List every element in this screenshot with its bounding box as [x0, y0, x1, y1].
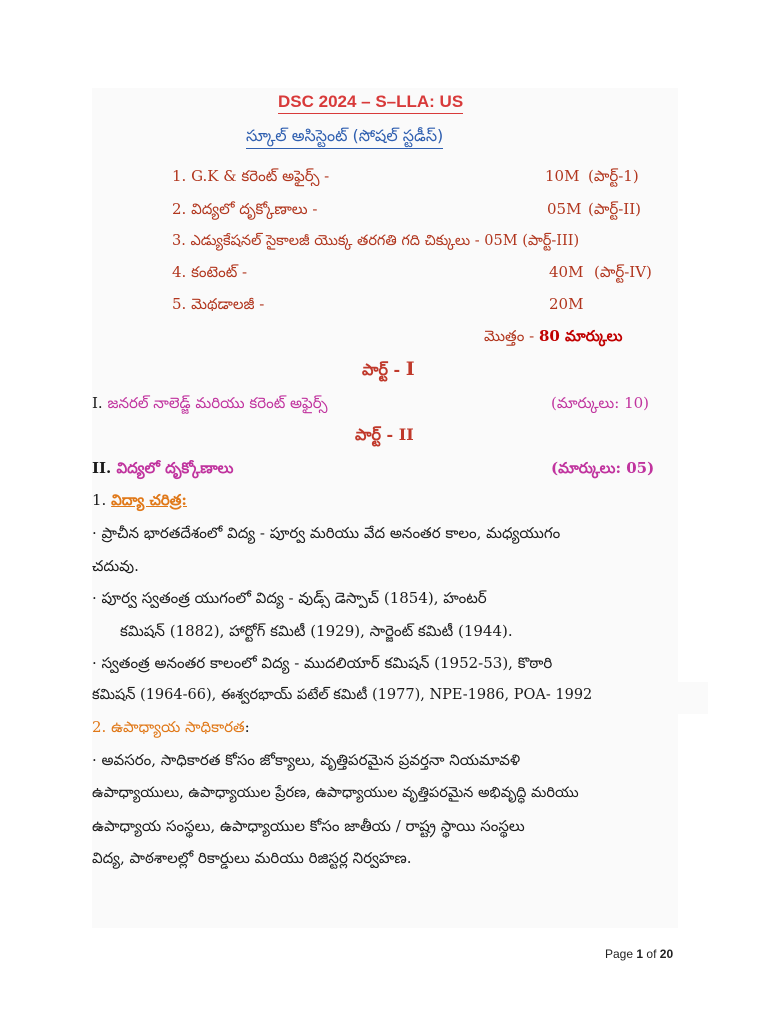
total-marks	[484, 326, 622, 346]
section-1-line: కమిషన్ (1882), హార్టోగ్ కమిటీ (1929), సార్జెంట్ కమిటీ (1944).	[120, 622, 513, 640]
part-1-heading-numeral: I	[405, 358, 415, 380]
total-label: మొత్తం -	[484, 327, 535, 345]
part-1-marks: (మార్కులు: 10)	[551, 394, 650, 412]
section-1-line: · పూర్వ స్వతంత్ర యుగంలో విద్య - వుడ్స్ డెస్పాచ్ (1854), హంటర్	[92, 589, 487, 607]
topic-1-marks: 10M	[545, 167, 580, 185]
part-2-heading: పార్ట్ - II	[355, 425, 414, 444]
section-2-title: 2. ఉపాధ్యాయ సాధికారత	[92, 718, 245, 736]
topic-1-part: (పార్ట్-1)	[588, 167, 639, 185]
part-1-title: జనరల్ నాలెడ్జ్ మరియు కరెంట్ అఫైర్స్	[107, 394, 328, 412]
section-1-line: · ప్రాచీన భారతదేశంలో విద్య - పూర్వ మరియు వేద అనంతర కాలం, మధ్యయుగం	[92, 524, 561, 542]
topic-2-marks: 05M	[547, 200, 582, 218]
topic-4-part: (పార్ట్-IV)	[594, 263, 652, 281]
section-2-line: · అవసరం, సాధికారత కోసం జోక్యాలు, వృత్తిపరమైన ప్రవర్తనా నియమావళి	[92, 751, 521, 769]
part-2-row	[92, 458, 234, 478]
topic-4-marks: 40M	[549, 263, 584, 281]
topic-5-marks: 20M	[549, 295, 584, 313]
section-2-line: ఉపాధ్యాయ సంస్థలు, ఉపాధ్యాయుల కోసం జాతీయ / రాష్ట్ర స్థాయి సంస్థలు	[92, 817, 525, 835]
part-2-roman: II.	[92, 459, 112, 477]
section-2-line: విద్య, పాఠశాలల్లో రికార్డులు మరియు రిజిస్టర్ల నిర్వహణ.	[92, 849, 412, 867]
section-1-line: · స్వతంత్ర అనంతర కాలంలో విద్య - ముదలియార్ కమిషన్ (1952-53), కొఠారి	[92, 654, 553, 672]
section-1-line: చదువు.	[92, 557, 139, 575]
topic-3-label: 3. ఎడ్యుకేషనల్ సైకాలజీ యొక్క తరగతి గది చిక్కులు - 05M (పార్ట్-III)	[172, 233, 580, 249]
part-2-title: విద్యలో దృక్కోణాలు	[116, 459, 234, 477]
topic-2-part: (పార్ట్-II)	[588, 200, 641, 218]
section-1-title: విద్యా చరిత్ర:	[111, 491, 187, 509]
topic-2-label: 2. విద్యలో దృక్కోణాలు -	[172, 200, 318, 218]
page-edge-strip	[678, 682, 708, 714]
section-2-line: ఉపాధ్యాయులు, ఉపాధ్యాయుల ప్రేరణ, ఉపాధ్యాయుల వృత్తిపరమైన అభివృద్ధి మరియు	[92, 785, 579, 801]
page-current: 1	[636, 947, 644, 961]
section-1-heading	[92, 490, 187, 510]
part-2-marks: (మార్కులు: 05)	[551, 459, 655, 477]
section-1-line: కమిషన్ (1964-66), ఈశ్వరభాయ్ పటేల్ కమిటీ (1977), NPE-1986, POA- 1992	[92, 687, 593, 703]
page-label: Page	[605, 947, 634, 961]
document-subtitle: స్కూల్ అసిస్టెంట్ (సోషల్ స్టడీస్)	[246, 126, 443, 149]
section-2-colon: :	[244, 718, 250, 736]
page-number	[605, 947, 673, 961]
topic-4-label: 4. కంటెంట్ -	[172, 263, 248, 281]
page-total: 20	[659, 947, 674, 961]
topic-1-label: 1. G.K & కరెంట్ అఫైర్స్ -	[172, 167, 330, 185]
section-2-heading	[92, 717, 250, 737]
part-1-row	[92, 393, 327, 413]
document-title: DSC 2024 – S–LLA: US	[278, 92, 463, 114]
part-1-heading-prefix: పార్ట్ -	[362, 360, 406, 379]
part-1-heading	[362, 359, 415, 380]
page-of: of	[646, 947, 657, 961]
topic-5-label: 5. మెథడాలజీ -	[172, 295, 265, 313]
section-1-number: 1.	[92, 491, 107, 509]
total-value: 80 మార్కులు	[538, 327, 623, 345]
part-1-roman: I.	[92, 394, 103, 412]
